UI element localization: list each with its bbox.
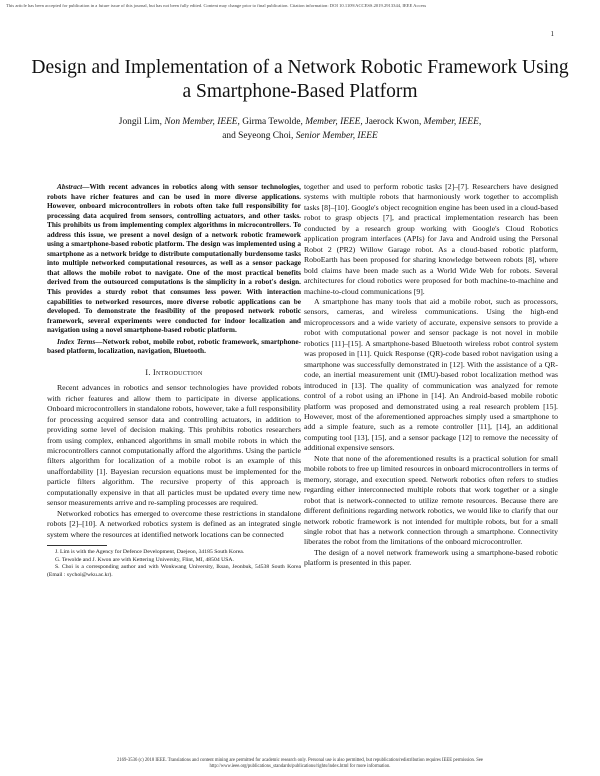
paragraph: A smartphone has many tools that aid a mobile robot, such as processors, sensors, cameras, and wireless communications. Using the high-end microprocessors and a wide variety of accurate, expensive sensors to provide a robot with computational power and sensor package is not novel in mobile robotics [11]–[15]. A smartphone-based Bluetooth wireless robot control system was proposed in [11]. Quick Response (QR)-code based robot navigation using a smartphone was successfully demonstrated in [12]. With the assistance of a QR-code, an inertial measurement unit (IMU)-based robot localization method was introduced in [13]. The quality of communication was analyzed for remote control of a robot using an iPhone in [14]. An Android-based mobile robotic platform was proposed and demonstrated using a real research problem [15]. However, most of the aforementioned approaches simply used a smartphone to add a simple feature, such as a remote controller [11], [14], an additional computing tool [13], [15], and a sensor package [12] to remove the necessity of additional expensive sensors. (304, 296, 558, 453)
paragraph: Recent advances in robotics and sensor technologies have provided robots with richer features and allow them to participate in diverse applications. Onboard microcontrollers in standalone robots, however, take a full responsibility for processing acquired sensor data and controlling actuators, in addition to providing some level of decision making. This prohibits robotics researchers from using complex, enhanced algorithms in small mobile robots in which the microcontrollers cannot computationally afford the algorithms. Using the particle filters algorithm for localization of a mobile robot is an example of this unaffordability [1]. Bayesian recursion equations must be implemented for the particle filters algorithm. The recursive property of this approach is computationally expensive in that all particles must be updated every time new sensor measurements arrive and re-sampling processes are required. (47, 383, 301, 508)
footnote: S. Choi is a corresponding author and with Wonkwang University, Iksan, Jeonbuk, 54538 South Korea (Email : sychoi@wku.ac.kr). (47, 564, 301, 578)
right-column (304, 182, 558, 569)
author-role: Non Member, IEEE, (164, 117, 240, 127)
author-name: and Seyeong Choi, (222, 130, 296, 141)
abstract (47, 182, 301, 335)
paragraph: The design of a novel network framework using a smartphone-based robotic platform is presented in this paper. (304, 547, 558, 568)
index-terms (47, 337, 301, 356)
paragraph: together and used to perform robotic tasks [2]–[7]. Researchers have designed systems with multiple robots that harmoniously work together to accomplish tasks [8]–[10]. Google's object recognition engine has been used in a cloud-based robot to grasp objects [7], and practical implementation research has been conducted by a research group working with Google's Cloud Robotics application program interfaces (APIs) for Java and Android using the Personal Robot 2 (PR2) Willow Garage robot. As a cloud-based robotic platform, RoboEarth has been proposed for sharing knowledge between robots [8], where bold claims have been made such as a World Wide Web for robots. Several architectures for cloud robotics were proposed for both machine-to-machine and machine-to-cloud communications [9]. (304, 182, 558, 296)
author-role: Member, IEEE, (423, 117, 482, 127)
section-numeral: I. (145, 367, 151, 377)
author-role: Senior Member, IEEE (295, 130, 378, 141)
index-terms-label: Index Terms (57, 336, 96, 346)
footnotes (47, 549, 301, 579)
copyright-footer (40, 758, 560, 770)
footnote: G. Tewolde and J. Kwon are with Kettering University, Flint, MI, 48504 USA. (55, 556, 234, 563)
journal-header-note: This article has been accepted for publication in a future issue of this journal, but has not been fully edited. Content may change prior to final publication. Citation information: DOI 10.1109/ACCESS.2019.2913344, IEEE Access (6, 3, 427, 8)
footer-link[interactable]: http://www.ieee.org/publications_standards/publications/rights/index.html for more information. (209, 764, 391, 769)
footnote: J. Lim is with the Agency for Defence Development, Daejeon, 34185 South Korea. (55, 549, 245, 556)
footnote-divider (47, 545, 107, 546)
author-name: Jaerock Kwon, (362, 117, 424, 127)
author-role: Member, IEEE, (305, 117, 363, 127)
paragraph: Note that none of the aforementioned results is a practical solution for small mobile robots to free up limited resources in onboard microcontrollers in terms of memory, storage, and execution speed. Network robotics often refers to studies regarding either interconnected multiple robots that work together or a single robot that is network-connected to utilize remote resources. Because there are different definitions regarding network robotics, we would like to clarify that our network robotic framework is not intended for multiple robots, but for a small single robot that has a network connection through a smartphone. Connectivity liberates the robot from the limitations of the onboard microcontroller. (304, 453, 558, 547)
footer-line: 2169-3536 (c) 2018 IEEE. Translations and content mining are permitted for academic research only. Personal use is also permitted, but republication/redistribution requires IEEE permission. See (116, 758, 483, 763)
page-number: 1 (550, 30, 554, 38)
section-heading-introduction (47, 368, 301, 378)
section-title: Introduction (152, 367, 203, 377)
left-column (47, 182, 301, 579)
index-terms-text: —Network robot, mobile robot, robotic framework, smartphone-based platform, localization, navigation, Bluetooth. (47, 336, 302, 356)
abstract-label: Abstract (57, 182, 83, 191)
author-list (40, 116, 560, 143)
author-name: Girma Tewolde, (239, 117, 306, 127)
paper-title: Design and Implementation of a Network Robotic Framework Using a Smartphone-Based Platform (31, 57, 569, 102)
author-name: Jongil Lim, (118, 117, 165, 127)
abstract-text: —With recent advances in robotics along with sensor technologies, robots have richer features and can be used in more diverse applications. However, onboard microcontrollers in robots often take full responsibility for processing data acquired from sensors, controlling actuators, and other tasks. This prohibits us from implementing complex algorithms in microcontrollers. To address this issue, we present a novel design of a network robotic framework using a smartphone-based robotic platform. The design was implemented using a smartphone as a network bridge to distribute computationally burdensome tasks into multiple networked computational resources, as well as a sensor package that allows the mobile robot to navigate. One of the most practical benefits derived from the outsourced computations is the simplicity in a robot's design. This provides a sturdy robot that consumes less power. With interaction capabilities to networked resources, more diverse robotic applications can be developed. To demonstrate the feasibility of the proposed network robotic framework, several experiments were conducted for indoor localization and navigation using a novel smartphone-based robotic platform. (47, 182, 301, 335)
paragraph: Networked robotics has emerged to overcome these restrictions in standalone robots [2]–[10]. A networked robotics system is defined as an integrated single system where the resources at identified network locations can be connected (47, 508, 301, 539)
